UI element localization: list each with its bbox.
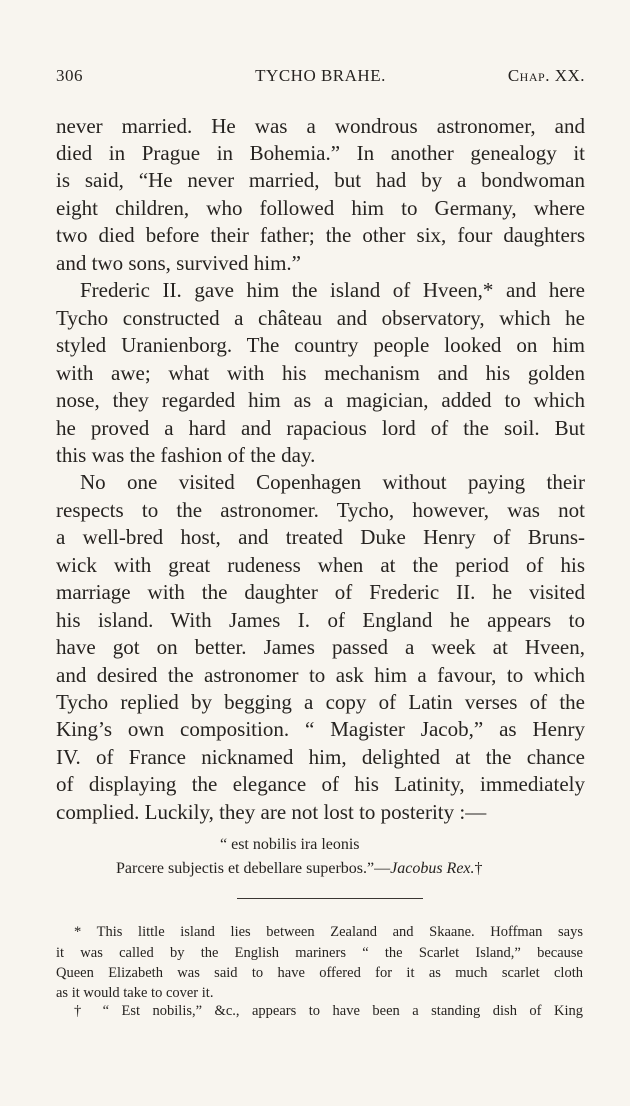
text-line: died in Prague in Bohemia.” In another genealogy it bbox=[56, 141, 585, 165]
text-line: a well-bred host, and treated Duke Henry of Bruns- bbox=[56, 525, 585, 549]
text-line: of displaying the elegance of his Latinity, immediately bbox=[56, 772, 585, 796]
footnote-line: it was called by the English mariners “ the Scarlet Island,” because bbox=[56, 945, 583, 961]
footnote-line: † “ Est nobilis,” &c., appears to have been a standing dish of King bbox=[74, 1003, 583, 1019]
text-line: No one visited Copenhagen without paying their bbox=[80, 470, 585, 494]
text-line: never married. He was a wondrous astronomer, and bbox=[56, 114, 585, 138]
text-line: he proved a hard and rapacious lord of the soil. But bbox=[56, 416, 585, 440]
text-line: this was the fashion of the day. bbox=[56, 443, 316, 467]
text-line: Frederic II. gave him the island of Hveen,* and here bbox=[80, 278, 585, 302]
text-line: two died before their father; the other six, four daughters bbox=[56, 223, 585, 247]
verse-signature: Jacobus Rex. bbox=[390, 860, 475, 877]
text-line: have got on better. James passed a week at Hveen, bbox=[56, 635, 585, 659]
page-number: 306 bbox=[56, 66, 83, 85]
text-line: and two sons, survived him.” bbox=[56, 251, 301, 275]
running-title: TYCHO BRAHE. bbox=[255, 66, 386, 85]
footnote-line: as it would take to cover it. bbox=[56, 985, 214, 1001]
text-line: styled Uranienborg. The country people looked on him bbox=[56, 333, 585, 357]
text-line: IV. of France nicknamed him, delighted at the chance bbox=[56, 745, 585, 769]
chapter-label: Chap. XX. bbox=[507, 66, 585, 85]
footnote-rule bbox=[237, 898, 423, 899]
verse-line bbox=[116, 860, 483, 878]
footnote-line: * This little island lies between Zealand and Skaane. Hoffman says bbox=[74, 924, 583, 940]
text-line: with awe; what with his mechanism and his golden bbox=[56, 361, 585, 385]
text-line: nose, they regarded him as a magician, added to which bbox=[56, 388, 585, 412]
text-line: marriage with the daughter of Frederic II. he visited bbox=[56, 580, 585, 604]
text-line: Tycho replied by begging a copy of Latin verses of the bbox=[56, 690, 585, 714]
text-line: respects to the astronomer. Tycho, however, was not bbox=[56, 498, 585, 522]
footnote-line: Queen Elizabeth was said to have offered for it as much scarlet cloth bbox=[56, 965, 583, 981]
page-header bbox=[56, 66, 585, 90]
text-line: complied. Luckily, they are not lost to posterity :— bbox=[56, 800, 487, 824]
text-line: his island. With James I. of England he appears to bbox=[56, 608, 585, 632]
text-line: eight children, who followed him to Germany, where bbox=[56, 196, 585, 220]
text-line: is said, “He never married, but had by a bondwoman bbox=[56, 168, 585, 192]
text-line: Tycho constructed a château and observatory, which he bbox=[56, 306, 585, 330]
dagger-mark: † bbox=[474, 860, 483, 877]
verse-line: “ est nobilis ira leonis bbox=[220, 836, 360, 853]
verse-line-text: Parcere subjectis et debellare superbos.”— bbox=[116, 860, 391, 877]
text-line: and desired the astronomer to ask him a favour, to which bbox=[56, 663, 585, 687]
text-line: King’s own composition. “ Magister Jacob,” as Henry bbox=[56, 717, 585, 741]
text-line: wick with great rudeness when at the period of his bbox=[56, 553, 585, 577]
